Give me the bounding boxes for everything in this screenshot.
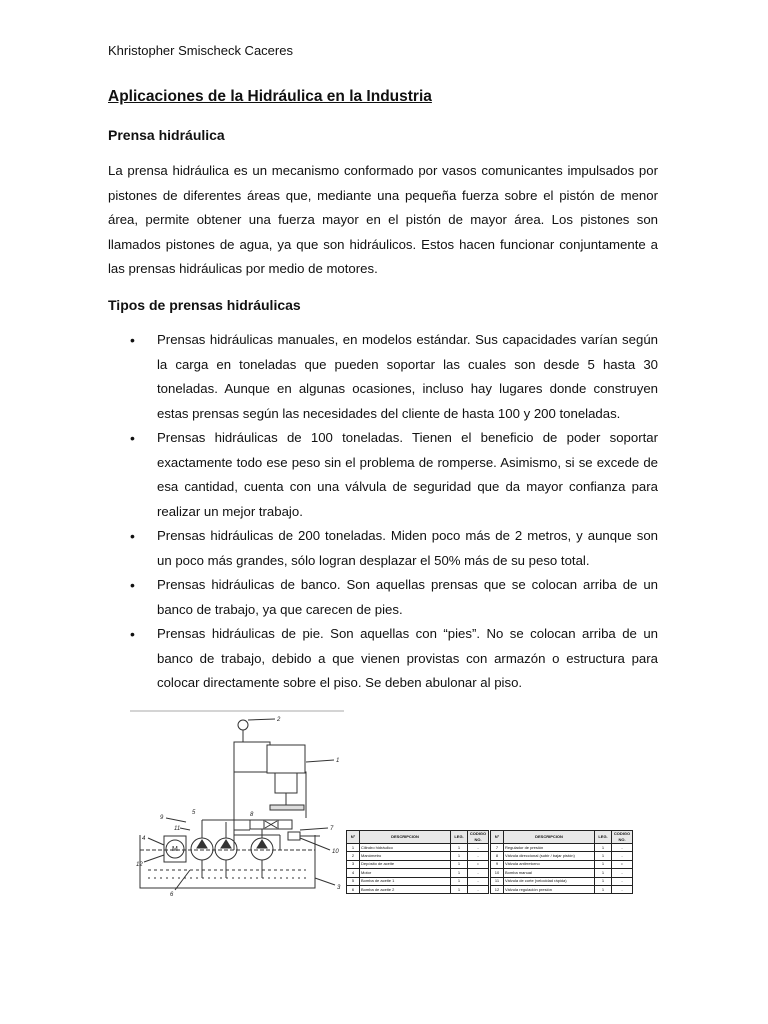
table-cell: 1 [595, 860, 612, 868]
table-row [491, 869, 633, 877]
table-cell: 1 [451, 869, 468, 877]
diagram-label: 9 [160, 815, 164, 821]
table-row [347, 852, 489, 860]
table-cell: - [468, 877, 489, 885]
table-cell: Manómetro [360, 852, 451, 860]
table-cell: - [468, 844, 489, 852]
column-header: N° [491, 831, 504, 844]
column-header: DESCRIPCION [504, 831, 595, 844]
diagram-label: M [172, 846, 178, 853]
column-header: CODIGO NO. [468, 831, 489, 844]
table-cell: 1 [595, 844, 612, 852]
table-cell: • [612, 860, 633, 868]
table-cell: 12 [491, 885, 504, 893]
table-row [491, 885, 633, 893]
diagram-label: 3 [337, 885, 341, 891]
table-header-row [347, 831, 489, 844]
diagram-label: 12 [136, 862, 143, 868]
table-cell: 2 [347, 852, 360, 860]
table-cell: Bomba manual [504, 869, 595, 877]
table-row [491, 844, 633, 852]
bullet-list-tipos [108, 328, 658, 696]
section-heading-prensa: Prensa hidráulica [108, 127, 225, 143]
table-cell: 1 [595, 852, 612, 860]
table-cell: 1 [451, 877, 468, 885]
table-row [347, 877, 489, 885]
parts-table-1 [346, 830, 489, 894]
column-header: LEG. [451, 831, 468, 844]
table-cell: 1 [451, 852, 468, 860]
table-row [347, 869, 489, 877]
table-row [347, 844, 489, 852]
diagram-label: 2 [277, 717, 281, 723]
list-item: • Prensas hidráulicas de banco. Son aquellas prensas que se colocan arriba de un banco de trabajo, ya que carecen de pies. [108, 573, 658, 622]
table-header-row [491, 831, 633, 844]
diagram-label: 7 [330, 826, 334, 832]
table-cell: Válvula regulación presión [504, 885, 595, 893]
table-cell: 1 [595, 877, 612, 885]
column-header: CODIGO NO. [612, 831, 633, 844]
table-cell: Válvula de corte (velocidad rápida) [504, 877, 595, 885]
table-cell: - [612, 869, 633, 877]
table-cell: 10 [491, 869, 504, 877]
paragraph-prensa: La prensa hidráulica es un mecanismo conformado por vasos comunicantes impulsados por pistones de diferentes áreas que, mediante una pequeña fuerza sobre el pistón de menor área, permite obtener una fuerza mayor en el pistón de mayor área. Los pistones son llamados pistones de agua, ya que son hidráulicos. Estos hacen funcionar conjuntamente a las prensas hidráulicas por medio de motores. [108, 163, 658, 276]
parts-table-2 [490, 830, 633, 894]
diagram-label: 5 [192, 810, 196, 816]
table-cell: Depósito de aceite [360, 860, 451, 868]
list-item: • Prensas hidráulicas manuales, en modelos estándar. Sus capacidades varían según la carga en toneladas que pueden soportar las cuales son desde 5 hasta 30 toneladas. Aunque en algunas ocasiones, incluso hay lugares donde construyen estas prensas según las necesidades del cliente de hasta 100 y 200 toneladas. [108, 328, 658, 426]
diagram-label: 8 [250, 812, 254, 818]
table-cell: - [468, 885, 489, 893]
diagram-label: 6 [170, 892, 174, 898]
table-cell: - [612, 885, 633, 893]
list-item: • Prensas hidráulicas de pie. Son aquellas con “pies”. No se colocan arriba de un banco de trabajo, debido a que vienen provistas con armazón o estructura para colocar directamente sobre el piso. Se deben abulonar al piso. [108, 622, 658, 696]
table-cell: 6 [347, 885, 360, 893]
diagram-label: 10 [332, 849, 339, 855]
table-cell: - [612, 844, 633, 852]
document-title: Aplicaciones de la Hidráulica en la Industria [108, 88, 432, 105]
diagram-label: 1 [336, 758, 340, 764]
table-row [347, 885, 489, 893]
column-header: LEG. [595, 831, 612, 844]
table-cell: 1 [595, 869, 612, 877]
table-row [491, 852, 633, 860]
table-cell: 5 [347, 877, 360, 885]
table-cell: Válvula direccional (subir / bajar pistón) [504, 852, 595, 860]
table-cell: 1 [451, 844, 468, 852]
table-cell: 8 [491, 852, 504, 860]
table-cell: Bomba de aceite 2 [360, 885, 451, 893]
table-cell: 1 [451, 860, 468, 868]
list-item: • Prensas hidráulicas de 100 toneladas. Tienen el beneficio de poder soportar exactamente todo ese peso sin el problema de romperse. Asimismo, si se excede de esa cantidad, cuenta con una válvula de seguridad que da mayor confianza para realizar un mejor trabajo. [108, 426, 658, 524]
diagram-label: 4 [142, 836, 146, 842]
section-heading-tipos: Tipos de prensas hidráulicas [108, 297, 301, 313]
table-cell: 1 [347, 844, 360, 852]
column-header: N° [347, 831, 360, 844]
table-cell: 1 [595, 885, 612, 893]
table-cell: Cilindro hidráulico [360, 844, 451, 852]
table-cell: 9 [491, 860, 504, 868]
table-row [491, 877, 633, 885]
table-cell: 1 [451, 885, 468, 893]
table-cell: 7 [491, 844, 504, 852]
column-header: DESCRIPCION [360, 831, 451, 844]
table-cell: - [468, 869, 489, 877]
author-name: Khristopher Smischeck Caceres [108, 43, 293, 58]
table-cell: Válvula antirretorno [504, 860, 595, 868]
table-cell: 4 [347, 869, 360, 877]
table-cell: • [468, 860, 489, 868]
list-item: • Prensas hidráulicas de 200 toneladas. Miden poco más de 2 metros, y aunque son un poco más grandes, sólo logran desplazar el 50% más de su peso total. [108, 524, 658, 573]
table-cell: - [468, 852, 489, 860]
table-cell: - [612, 852, 633, 860]
hydraulic-press-diagram [130, 710, 344, 908]
table-row [347, 860, 489, 868]
table-cell: Bomba de aceite 1 [360, 877, 451, 885]
table-cell: - [612, 877, 633, 885]
table-cell: Regulador de presión [504, 844, 595, 852]
diagram-label: 11 [174, 826, 181, 832]
table-row [491, 860, 633, 868]
table-cell: 3 [347, 860, 360, 868]
table-cell: 11 [491, 877, 504, 885]
table-cell: Motor [360, 869, 451, 877]
